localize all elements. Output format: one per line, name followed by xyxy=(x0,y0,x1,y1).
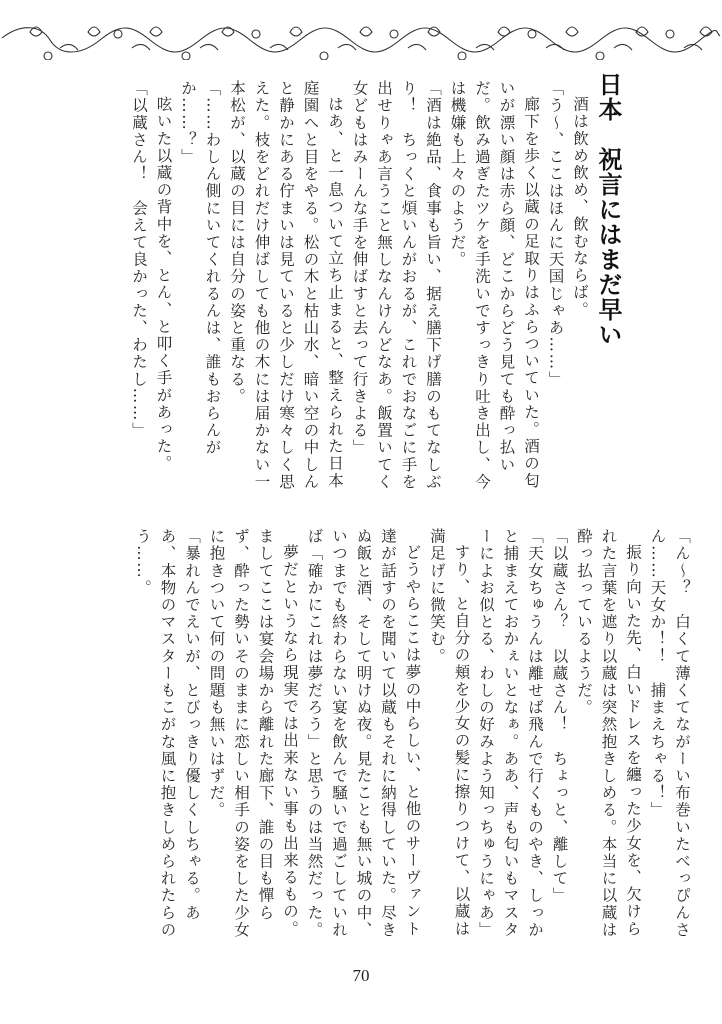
dialogue-line: 「ん～？ 白くて薄くてながーい布巻いたべっぴんさん……天女か！！ 捕まえちゃる！」 xyxy=(648,528,691,939)
paragraph: 廊下を歩く以蔵の足取りはふらついていた。酒の匂いが漂い顔は赤ら顔、どこからどう見ても酔っ払いだ。飲み過ぎたツケを手洗いですっきり吐き出し、今は機嫌も上々のようだ。 xyxy=(448,80,540,491)
paragraph: どうやらここは夢の中らしい、と他のサーヴァント達が話すのを聞いて以蔵もそれに納得していた。尽きぬ飯と酒、そして明けぬ夜。見たことも無い城の中、いつまでも終わらない宴を飲んで騒いで過ごしていれば「確かにこれは夢だろう」と思うのは当然だった。 xyxy=(305,528,422,939)
paragraph: すり、と自分の頬を少女の髪に擦りつけて、以蔵は満足げに微笑む。 xyxy=(428,528,471,937)
page-title: 日本 祝言にはまだ早い xyxy=(594,72,622,347)
text-block-bottom xyxy=(94,528,694,948)
text-block-top xyxy=(122,80,592,500)
dialogue-line: 「う～、ここはほんに天国じゃあ……」 xyxy=(546,80,565,388)
dialogue-line: 「……わしん側にいてくれるんは、誰もおらんがか……？」 xyxy=(179,80,222,457)
paragraph: 夢だというなら現実では出来ない事も出来るもの。ましてここは宴会場から離れた廊下、誰の目も憚らず、酔った勢いそのままに恋しい相手の姿をした少女に抱きついて何の問題も無いはずだ。 xyxy=(207,528,299,939)
dialogue-line: 「暴れんでえいが、とびっきり優しくしちゃる。ああ、本物のマスターもこがな風に抱きしめられたらのう……。 xyxy=(134,528,201,939)
dialogue-line: 「酒は絶品、食事も旨い、据え膳下げ膳のもてなしぶり！ ちっくと煩いんがおるが、これでおなごに手を出せりゃあ言うこと無しなんけんどなあ。飯置いてく女どもはみーんな手を伸ばすと去って行きよる」 xyxy=(350,80,442,491)
dialogue-line: 「以蔵さん！ 会えて良かった、わたし……」 xyxy=(130,80,148,440)
dialogue-line: 「天女ちゅうんは離せば飛んで行くものやき、しっかと捕まえておかぇいとなぁ。ああ、声も匂いもマスターによお似とる、わしの好みよう知っちゅうにゃあ」 xyxy=(477,528,544,939)
paragraph: 酒は飲め飲め、飲むならば。 xyxy=(571,95,589,318)
paragraph: はあ、と一息ついて立ち止まると、整えられた日本庭園へと目をやる。松の木と枯山水、暗い空の中しんと静かにある佇まいは見ていると少しだけ寒々しく思えた。枝をどれだけ伸ばしても他の木には届かない一本松が、以蔵の目には自分の姿と重なる。 xyxy=(228,80,344,491)
paragraph: 呟いた以蔵の背中を、とん、と叩く手があった。 xyxy=(154,95,173,472)
page-number: 70 xyxy=(352,966,370,985)
dialogue-line: 「以蔵さん？ 以蔵さん！ ちょっと、離して」 xyxy=(550,528,569,905)
floral-border-ornament xyxy=(0,18,722,60)
paragraph: 振り向いた先、白いドレスを纏った少女を、欠けられた言葉を遮り以蔵は突然抱きしめる。本当に以蔵は酔っ払っているようだ。 xyxy=(575,528,642,939)
